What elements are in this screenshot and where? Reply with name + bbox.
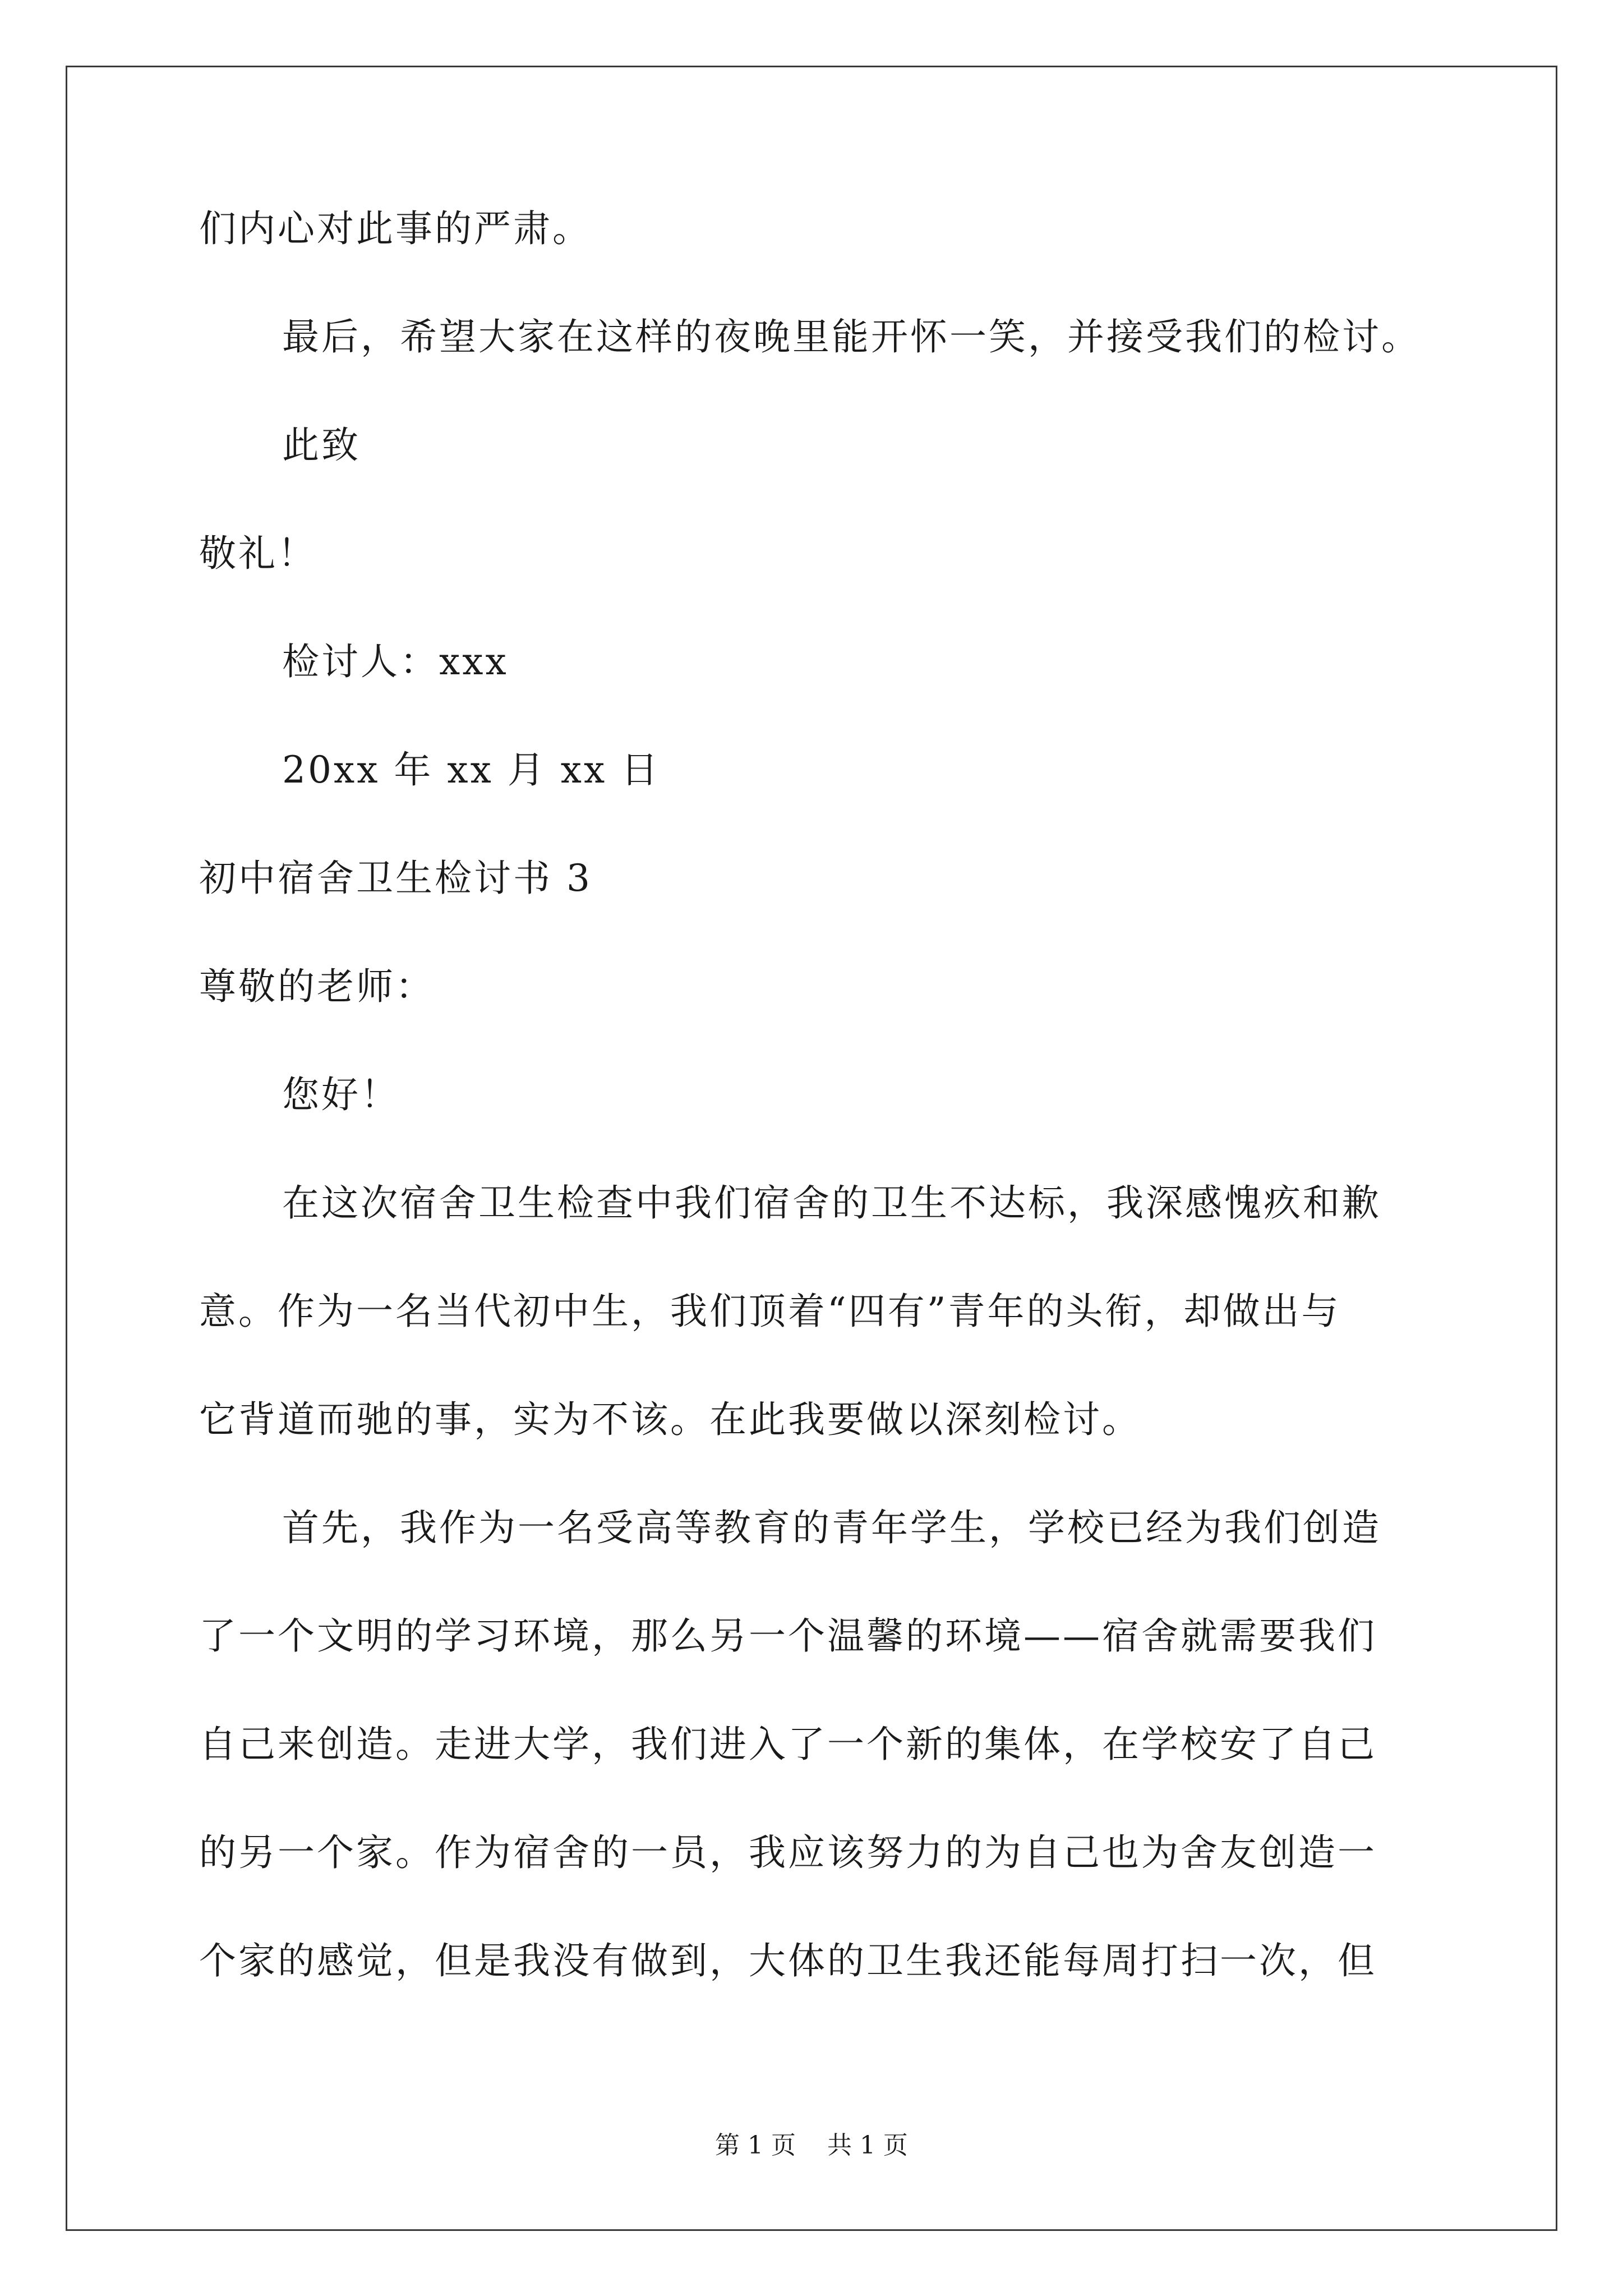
- text-line: 检讨人：xxx: [282, 640, 509, 683]
- text-line: 在这次宿舍卫生检查中我们宿舍的卫生不达标，我深感愧疚和歉: [282, 1181, 1381, 1225]
- text-line: 的另一个家。作为宿舍的一员，我应该努力的为自己也为舍友创造一: [199, 1831, 1377, 1874]
- text-line: 最后，希望大家在这样的夜晚里能开怀一笑，并接受我们的检讨。: [282, 315, 1421, 358]
- text-line: 20xx 年 xx 月 xx 日: [282, 748, 661, 792]
- page-border: [66, 66, 1557, 2231]
- text-line: 此致: [282, 424, 361, 467]
- text-line: 您好！: [282, 1073, 400, 1116]
- text-line: 初中宿舍卫生检讨书 3: [199, 857, 592, 900]
- text-line: 首先，我作为一名受高等教育的青年学生，学校已经为我们创造: [282, 1506, 1381, 1549]
- text-line: 敬礼！: [199, 532, 317, 575]
- text-line: 们内心对此事的严肃。: [199, 207, 592, 250]
- text-line: 自己来创造。走进大学，我们进入了一个新的集体，在学校安了自己: [199, 1723, 1377, 1766]
- text-line: 它背道而驰的事，实为不该。在此我要做以深刻检讨。: [199, 1398, 1141, 1441]
- text-line: 意。作为一名当代初中生，我们顶着“四有”青年的头衔，却做出与: [199, 1290, 1341, 1333]
- text-line: 尊敬的老师：: [199, 965, 435, 1008]
- text-line: 个家的感觉，但是我没有做到，大体的卫生我还能每周打扫一次，但: [199, 1939, 1377, 1982]
- text-line: 了一个文明的学习环境，那么另一个温馨的环境——宿舍就需要我们: [199, 1614, 1377, 1658]
- page-footer: 第 1 页 共 1 页: [715, 2131, 908, 2160]
